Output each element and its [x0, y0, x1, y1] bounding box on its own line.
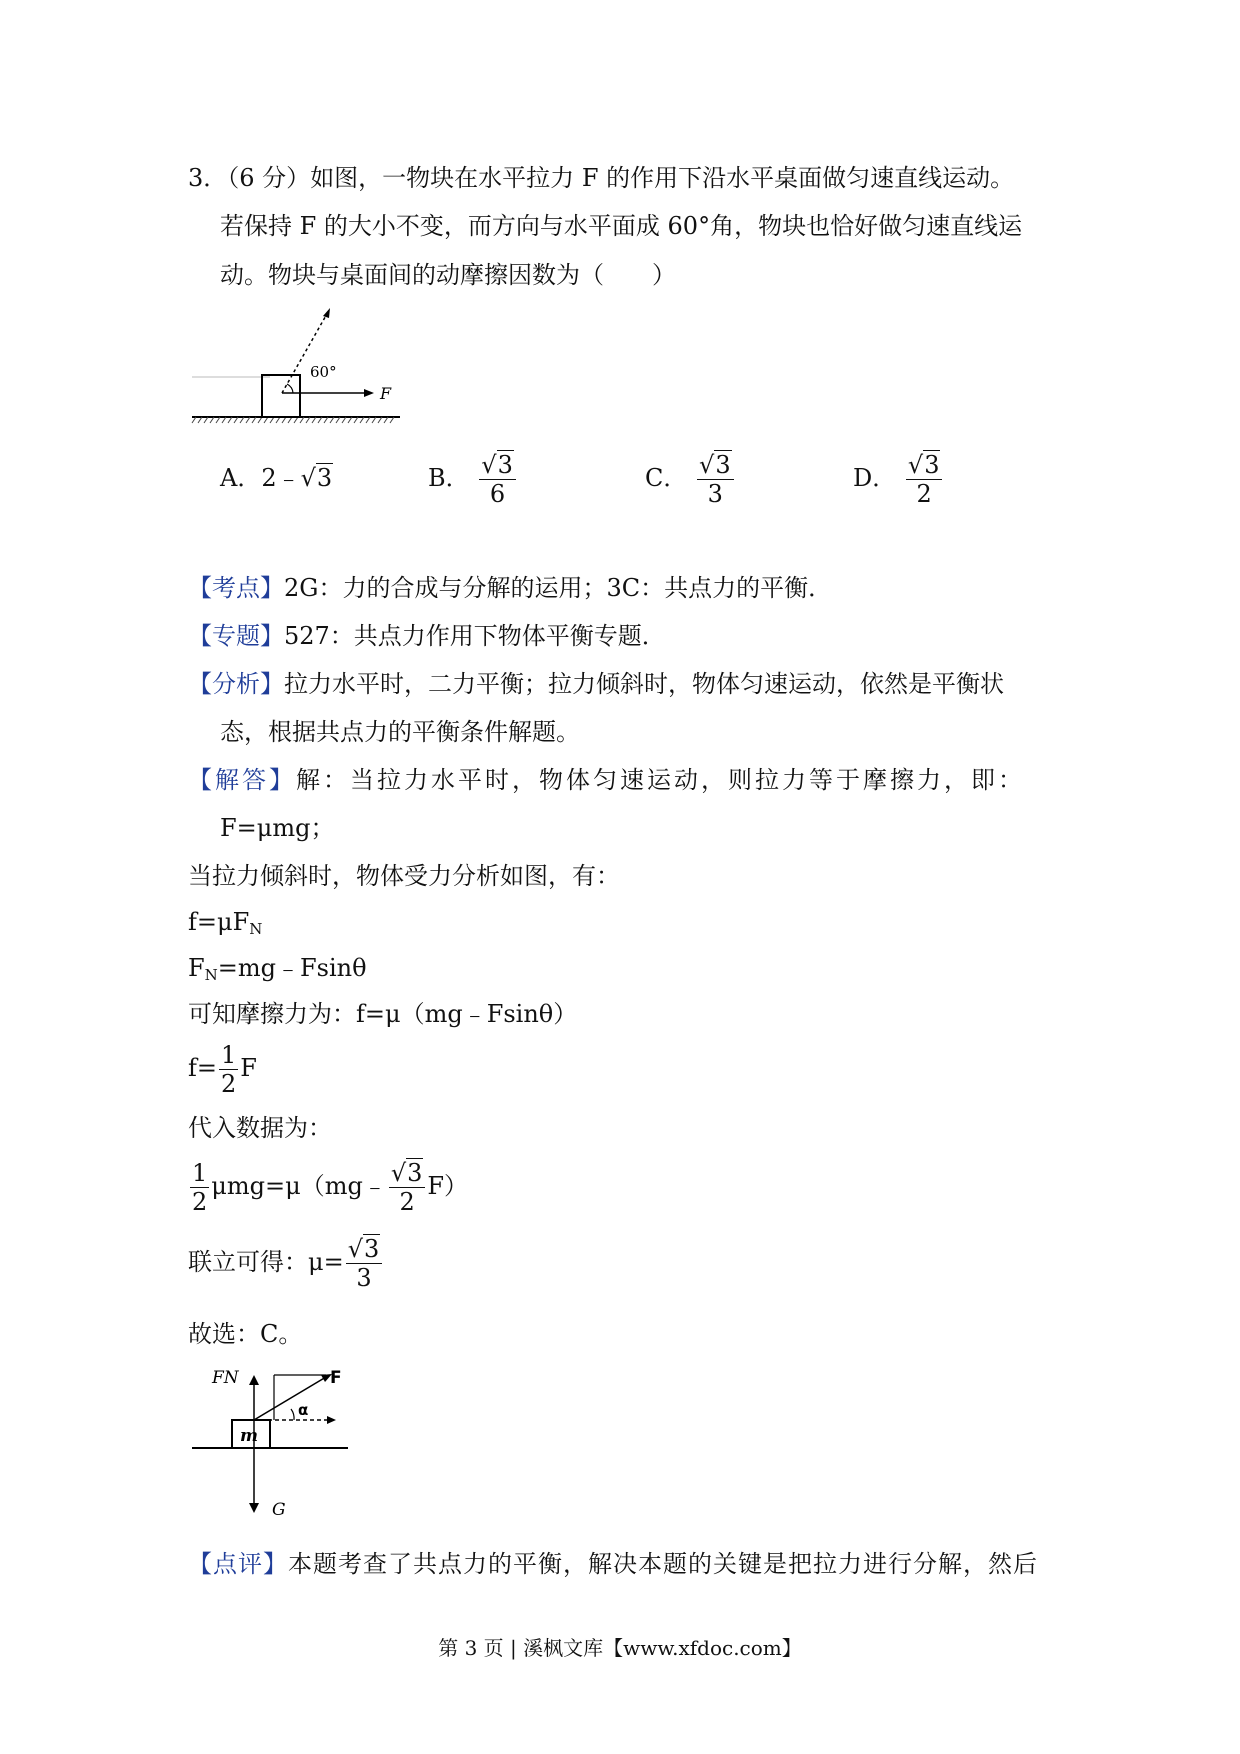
option-d[interactable]: D． $\frac{√3}{2}$ — [853, 448, 944, 508]
dianping-tag: 【点评】 — [188, 1550, 288, 1578]
dianping-line: 【点评】本题考查了共点力的平衡，解决本题的关键是把拉力进行分解，然后 — [188, 1550, 1038, 1578]
substitute-label: 代入数据为： — [188, 1114, 332, 1142]
page-footer: 第 3 页 | 溪枫文库【www.xfdoc.com】 — [438, 1636, 802, 1660]
force-f-label: F — [380, 384, 392, 403]
question-line-1 — [188, 162, 1014, 194]
fenxi-line-2: 态，根据共点力的平衡条件解题。 — [220, 718, 580, 746]
zhuanti-line: 【专题】527：共点力作用下物体平衡专题． — [188, 622, 666, 650]
equation-f-mu-fn: $f=\mu F_N$ — [188, 908, 263, 938]
answer-line: 故选：C。 — [188, 1320, 303, 1348]
fenxi-line-1: 【分析】拉力水平时，二力平衡；拉力倾斜时，物体匀速运动，依然是平衡状 — [188, 670, 1004, 698]
angle-60-label: 60° — [310, 363, 337, 381]
block-force-figure — [190, 305, 410, 425]
question-line-3: 动。物块与桌面间的动摩擦因数为（ ） — [220, 261, 676, 289]
zhuanti-tag: 【专题】 — [188, 622, 284, 650]
kaodian-tag: 【考点】 — [188, 574, 284, 602]
g-label: G — [272, 1500, 286, 1520]
equation-fn: $F_N=mg﹣Fsin\theta$ — [188, 954, 367, 984]
question-number: 3． — [188, 164, 228, 192]
option-b[interactable]: B． $\frac{√3}{6}$ — [428, 448, 518, 508]
substituted-equation: $\frac{1}{2}$ μmg=μ（mg﹣ $\frac{√3}{2}$ F） — [192, 1159, 469, 1216]
free-body-diagram — [190, 1365, 360, 1520]
f-label: F — [330, 1368, 342, 1388]
question-line-2: 若保持 F 的大小不变，而方向与水平面成 60°角，物块也恰好做匀速直线运 — [220, 212, 1023, 240]
mu-result: 联立可得：μ= $\frac{√3}{3}$ — [188, 1232, 384, 1292]
jieda-line-2: F=μmg； — [220, 814, 335, 842]
jieda-line-1: 【解答】解：当拉力水平时，物体匀速运动，则拉力等于摩擦力，即： — [188, 766, 1025, 794]
fn-label: FN — [212, 1368, 239, 1388]
friction-expression: 可知摩擦力为：f=μ（mg﹣Fsinθ） — [188, 1000, 578, 1028]
kaodian-line: 【考点】2G：力的合成与分解的运用；3C：共点力的平衡． — [188, 574, 833, 602]
option-a[interactable]: A．2﹣√3 — [220, 464, 333, 492]
alpha-label: α — [298, 1401, 309, 1419]
solution-line-3: 当拉力倾斜时，物体受力分析如图，有： — [188, 862, 620, 890]
option-c[interactable]: C． $\frac{√3}{3}$ — [645, 448, 736, 508]
question-score: （6 分） — [227, 164, 311, 192]
question-text-1: 如图，一物块在水平拉力 F 的作用下沿水平桌面做匀速直线运动。 — [310, 164, 1015, 192]
fenxi-tag: 【分析】 — [188, 670, 284, 698]
equation-f-half-f: f= $\frac{1}{2}$ F — [188, 1041, 257, 1098]
jieda-tag: 【解答】 — [188, 766, 296, 794]
m-label: m — [240, 1426, 258, 1446]
